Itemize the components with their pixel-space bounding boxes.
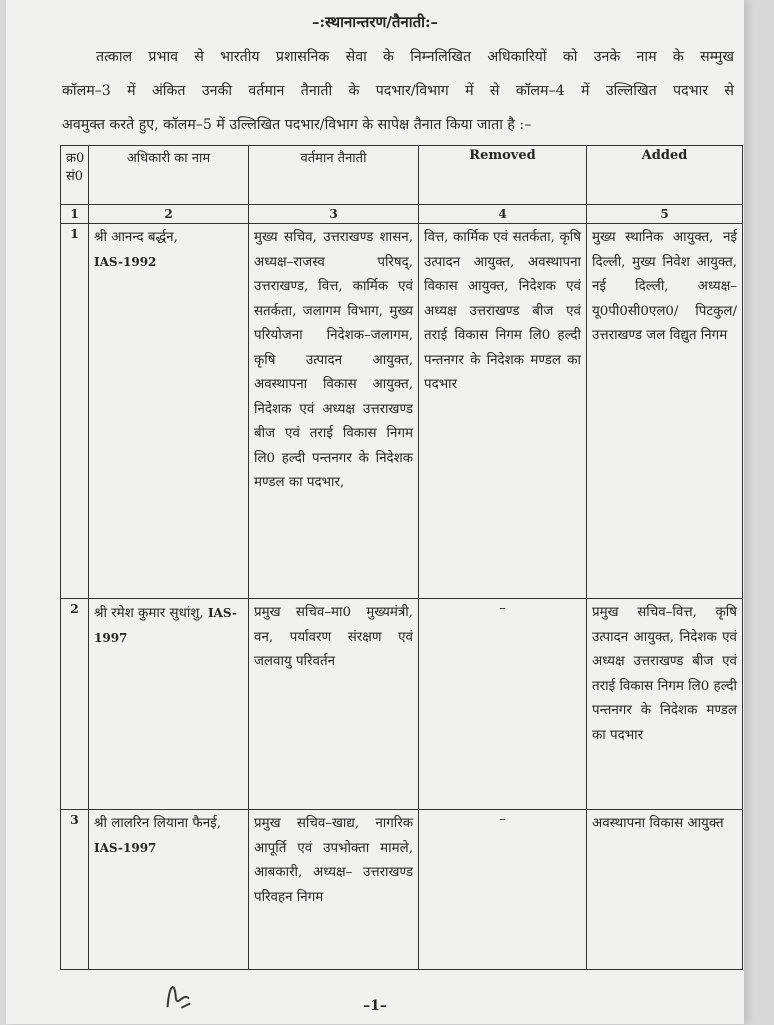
column-number: 3 [249,205,419,224]
officer-batch: IAS-1997 [94,841,157,855]
document-page [6,0,744,1024]
header-added: Added [587,146,743,205]
row-serial-number: 2 [61,599,89,810]
intro-line-2: कॉलम–3 में अंकित उनकी वर्तमान तैनाती के पदभार/विभाग में से कॉलम–4 में उल्लिखित पदभार से [62,83,734,99]
header-officer-name: अधिकारी का नाम [89,146,249,205]
table-header-row [61,146,743,205]
current-posting-cell: मुख्य सचिव, उत्तराखण्ड शासन, अध्यक्ष–राजस्व परिषद्, उत्तराखण्ड, वित्त, कार्मिक एवं सतर्कता, जलागम विभाग, मुख्य परियोजना निदेशक–जलागम, कृषि उत्पादन आयुक्त, अवस्थापना विकास आयुक्त, निदेशक एवं अध्यक्ष उत्तराखण्ड बीज एवं तराई विकास निगम लि0 हल्दी पन्तनगर के निदेशक मण्डल का पदभार, [249,224,419,599]
officer-batch: IAS-1992 [94,255,157,269]
column-number: 2 [89,205,249,224]
header-current-posting: वर्तमान तैनाती [249,146,419,205]
officer-name: श्री लालरिन लियाना फैनई, [94,816,221,831]
current-posting-cell: प्रमुख सचिव–खाद्य, नागरिक आपूर्ति एवं उपभोक्ता मामले, आबकारी, अध्यक्ष– उत्तराखण्ड परिवहन निगम [249,810,419,970]
added-cell: मुख्य स्थानिक आयुक्त, नई दिल्ली, मुख्य निवेश आयुक्त, नई दिल्ली, अध्यक्ष– यू0पी0सी0एल0/ पिटकुल/उत्तराखण्ड जल विद्युत निगम [587,224,743,599]
officer-name-cell [89,224,249,599]
order-title: –:स्थानान्तरण/तैनाती:– [311,13,439,31]
added-cell: अवस्थापना विकास आयुक्त [587,810,743,970]
column-number: 4 [419,205,587,224]
page-number: –1– [363,998,387,1014]
transfer-table [60,145,743,970]
header-removed: Removed [419,146,587,205]
header-sno: क्र0 सं0 [61,146,89,205]
officer-name: श्री रमेश कुमार सुधांशु, [94,606,204,621]
removed-cell: वित्त, कार्मिक एवं सतर्कता, कृषि उत्पादन आयुक्त, अवस्थापना विकास आयुक्त, निदेशक एवं अध्यक्ष उत्तराखण्ड बीज एवं तराई विकास निगम लि0 हल्दी पन्तनगर के निदेशक मण्डल का पदभार [419,224,587,599]
intro-paragraph [62,40,734,142]
officer-name: श्री आनन्द बर्द्धन, [94,230,178,245]
removed-cell: – [419,599,587,810]
officer-name-cell [89,810,249,970]
intro-line-1: तत्काल प्रभाव से भारतीय प्रशासनिक सेवा के निम्नलिखित अधिकारियों को उनके नाम के सम्मुख [96,49,734,65]
column-number: 5 [587,205,743,224]
table-row [61,224,743,599]
row-serial-number: 1 [61,224,89,599]
removed-cell: – [419,810,587,970]
intro-line-3: अवमुक्त करते हुए, कॉलम–5 में उल्लिखित पदभार/विभाग के सापेक्ष तैनात किया जाता है :– [62,117,532,133]
row-serial-number: 3 [61,810,89,970]
column-number: 1 [61,205,89,224]
table-row [61,810,743,970]
officer-name-cell [89,599,249,810]
added-cell: प्रमुख सचिव–वित्त, कृषि उत्पादन आयुक्त, निदेशक एवं अध्यक्ष उत्तराखण्ड बीज एवं तराई विकास निगम लि0 हल्दी पन्तनगर के निदेशक मण्डल का पदभार [587,599,743,810]
column-number-row [61,205,743,224]
officer-batch: IAS-1997 [94,606,237,645]
table-row [61,599,743,810]
current-posting-cell: प्रमुख सचिव–मा0 मुख्यमंत्री, वन, पर्यावरण संरक्षण एवं जलवायु परिवर्तन [249,599,419,810]
